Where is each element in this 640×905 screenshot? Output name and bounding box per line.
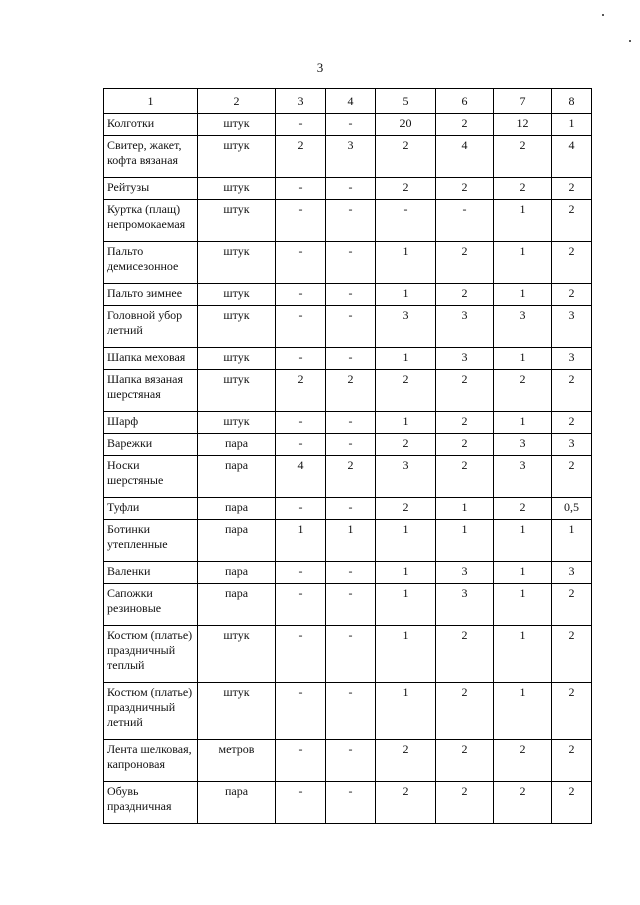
value-cell: 1	[494, 200, 552, 242]
item-name-cell: Костюм (платье) праздничный теплый	[104, 626, 198, 683]
value-cell: 2	[436, 434, 494, 456]
value-cell: 3	[326, 136, 376, 178]
value-cell: -	[276, 562, 326, 584]
value-cell: 1	[376, 683, 436, 740]
value-cell: 3	[436, 562, 494, 584]
value-cell: -	[276, 114, 326, 136]
value-cell: -	[276, 434, 326, 456]
item-name-cell: Сапожки резиновые	[104, 584, 198, 626]
value-cell: -	[326, 348, 376, 370]
value-cell: 3	[436, 584, 494, 626]
value-cell: 2	[436, 242, 494, 284]
value-cell: 2	[494, 740, 552, 782]
item-name-cell: Шапка вязаная шерстяная	[104, 370, 198, 412]
value-cell: 3	[376, 306, 436, 348]
unit-cell: штук	[198, 136, 276, 178]
value-cell: -	[276, 412, 326, 434]
value-cell: 2	[552, 584, 592, 626]
unit-cell: метров	[198, 740, 276, 782]
unit-cell: пара	[198, 456, 276, 498]
value-cell: 3	[552, 562, 592, 584]
unit-cell: штук	[198, 683, 276, 740]
item-name-cell: Пальто зимнее	[104, 284, 198, 306]
value-cell: -	[326, 242, 376, 284]
value-cell: -	[326, 306, 376, 348]
value-cell: 2	[552, 370, 592, 412]
item-name-cell: Костюм (платье) праздничный летний	[104, 683, 198, 740]
value-cell: 2	[276, 370, 326, 412]
value-cell: 2	[436, 683, 494, 740]
value-cell: 4	[552, 136, 592, 178]
item-name-cell: Обувь праздничная	[104, 782, 198, 824]
value-cell: -	[276, 498, 326, 520]
value-cell: 2	[436, 740, 494, 782]
value-cell: 3	[552, 434, 592, 456]
value-cell: 4	[276, 456, 326, 498]
value-cell: 2	[376, 136, 436, 178]
unit-cell: пара	[198, 562, 276, 584]
value-cell: -	[326, 284, 376, 306]
value-cell: 1	[376, 412, 436, 434]
value-cell: 0,5	[552, 498, 592, 520]
table-row	[104, 306, 592, 348]
value-cell: 1	[494, 242, 552, 284]
unit-cell: пара	[198, 520, 276, 562]
value-cell: 1	[494, 348, 552, 370]
table-row	[104, 498, 592, 520]
value-cell: 2	[494, 498, 552, 520]
value-cell: 2	[552, 740, 592, 782]
value-cell: 1	[494, 626, 552, 683]
value-cell: -	[276, 584, 326, 626]
value-cell: -	[276, 740, 326, 782]
value-cell: -	[326, 626, 376, 683]
value-cell: 2	[494, 136, 552, 178]
value-cell: -	[276, 683, 326, 740]
value-cell: 2	[494, 370, 552, 412]
item-name-cell: Пальто демисезонное	[104, 242, 198, 284]
table-row	[104, 434, 592, 456]
item-name-cell: Куртка (плащ) непромокаемая	[104, 200, 198, 242]
value-cell: 1	[276, 520, 326, 562]
unit-cell: штук	[198, 626, 276, 683]
value-cell: -	[326, 434, 376, 456]
item-name-cell: Носки шерстяные	[104, 456, 198, 498]
value-cell: 2	[436, 626, 494, 683]
value-cell: 2	[552, 200, 592, 242]
value-cell: 1	[376, 520, 436, 562]
value-cell: -	[326, 178, 376, 200]
table-row	[104, 740, 592, 782]
value-cell: 2	[376, 434, 436, 456]
unit-cell: штук	[198, 370, 276, 412]
item-name-cell: Свитер, жакет, кофта вязаная	[104, 136, 198, 178]
value-cell: 2	[494, 178, 552, 200]
value-cell: 3	[494, 306, 552, 348]
value-cell: 3	[436, 306, 494, 348]
table-row	[104, 584, 592, 626]
item-name-cell: Рейтузы	[104, 178, 198, 200]
header-cell: 7	[494, 89, 552, 114]
value-cell: 2	[552, 626, 592, 683]
value-cell: -	[326, 683, 376, 740]
value-cell: 1	[552, 520, 592, 562]
value-cell: 3	[376, 456, 436, 498]
header-cell: 6	[436, 89, 494, 114]
header-cell: 2	[198, 89, 276, 114]
value-cell: 2	[552, 284, 592, 306]
table-row	[104, 370, 592, 412]
value-cell: -	[376, 200, 436, 242]
item-name-cell: Валенки	[104, 562, 198, 584]
table-row	[104, 562, 592, 584]
table-row	[104, 626, 592, 683]
item-name-cell: Туфли	[104, 498, 198, 520]
value-cell: -	[326, 498, 376, 520]
value-cell: 2	[326, 456, 376, 498]
unit-cell: пара	[198, 584, 276, 626]
value-cell: -	[276, 306, 326, 348]
header-cell: 8	[552, 89, 592, 114]
value-cell: 2	[376, 498, 436, 520]
value-cell: 1	[436, 498, 494, 520]
item-name-cell: Лента шелковая, капроновая	[104, 740, 198, 782]
value-cell: 1	[376, 348, 436, 370]
value-cell: 2	[494, 782, 552, 824]
unit-cell: пара	[198, 498, 276, 520]
unit-cell: штук	[198, 412, 276, 434]
value-cell: -	[276, 782, 326, 824]
value-cell: 2	[376, 782, 436, 824]
value-cell: 2	[552, 782, 592, 824]
value-cell: 2	[326, 370, 376, 412]
unit-cell: штук	[198, 200, 276, 242]
value-cell: 1	[494, 683, 552, 740]
value-cell: 1	[494, 562, 552, 584]
value-cell: 2	[436, 456, 494, 498]
header-row	[104, 89, 592, 114]
table-row	[104, 136, 592, 178]
value-cell: 2	[276, 136, 326, 178]
unit-cell: штук	[198, 284, 276, 306]
item-name-cell: Колготки	[104, 114, 198, 136]
value-cell: 1	[376, 284, 436, 306]
value-cell: 2	[436, 284, 494, 306]
table-row	[104, 114, 592, 136]
table-row	[104, 348, 592, 370]
value-cell: -	[326, 782, 376, 824]
value-cell: 1	[376, 626, 436, 683]
value-cell: -	[326, 412, 376, 434]
value-cell: 1	[436, 520, 494, 562]
value-cell: 1	[494, 284, 552, 306]
header-cell: 1	[104, 89, 198, 114]
value-cell: 3	[494, 434, 552, 456]
value-cell: 2	[552, 683, 592, 740]
value-cell: -	[276, 348, 326, 370]
value-cell: 1	[326, 520, 376, 562]
table-row	[104, 242, 592, 284]
header-cell: 5	[376, 89, 436, 114]
item-name-cell: Варежки	[104, 434, 198, 456]
value-cell: 2	[552, 456, 592, 498]
value-cell: -	[326, 114, 376, 136]
unit-cell: штук	[198, 114, 276, 136]
table-row	[104, 782, 592, 824]
table-row	[104, 683, 592, 740]
value-cell: 20	[376, 114, 436, 136]
item-name-cell: Шапка меховая	[104, 348, 198, 370]
value-cell: 2	[436, 370, 494, 412]
value-cell: 1	[376, 242, 436, 284]
value-cell: 1	[494, 520, 552, 562]
table-row	[104, 178, 592, 200]
header-cell: 3	[276, 89, 326, 114]
table-row	[104, 456, 592, 498]
value-cell: 1	[494, 412, 552, 434]
value-cell: -	[276, 242, 326, 284]
scan-speck	[602, 14, 604, 16]
value-cell: 2	[376, 740, 436, 782]
value-cell: -	[326, 200, 376, 242]
value-cell: 2	[552, 242, 592, 284]
value-cell: 2	[376, 178, 436, 200]
table-row	[104, 412, 592, 434]
value-cell: -	[276, 284, 326, 306]
value-cell: 2	[436, 178, 494, 200]
value-cell: 2	[552, 412, 592, 434]
page-number: 3	[316, 60, 324, 75]
unit-cell: штук	[198, 242, 276, 284]
value-cell: -	[436, 200, 494, 242]
value-cell: 1	[376, 584, 436, 626]
value-cell: 2	[552, 178, 592, 200]
scan-speck	[629, 40, 631, 42]
unit-cell: штук	[198, 348, 276, 370]
value-cell: -	[276, 200, 326, 242]
item-name-cell: Шарф	[104, 412, 198, 434]
table-row	[104, 520, 592, 562]
value-cell: 2	[376, 370, 436, 412]
item-name-cell: Головной убор летний	[104, 306, 198, 348]
value-cell: 3	[552, 348, 592, 370]
unit-cell: штук	[198, 178, 276, 200]
value-cell: 2	[436, 412, 494, 434]
value-cell: 4	[436, 136, 494, 178]
unit-cell: штук	[198, 306, 276, 348]
unit-cell: пара	[198, 434, 276, 456]
value-cell: -	[326, 584, 376, 626]
value-cell: 3	[494, 456, 552, 498]
item-name-cell: Ботинки утепленные	[104, 520, 198, 562]
value-cell: 1	[552, 114, 592, 136]
unit-cell: пара	[198, 782, 276, 824]
clothing-norms-table	[103, 88, 592, 824]
value-cell: 1	[376, 562, 436, 584]
header-cell: 4	[326, 89, 376, 114]
value-cell: 3	[436, 348, 494, 370]
value-cell: 2	[436, 782, 494, 824]
value-cell: -	[326, 740, 376, 782]
value-cell: -	[276, 178, 326, 200]
table-row	[104, 200, 592, 242]
value-cell: -	[326, 562, 376, 584]
value-cell: 3	[552, 306, 592, 348]
value-cell: 1	[494, 584, 552, 626]
value-cell: 12	[494, 114, 552, 136]
table-row	[104, 284, 592, 306]
value-cell: 2	[436, 114, 494, 136]
value-cell: -	[276, 626, 326, 683]
